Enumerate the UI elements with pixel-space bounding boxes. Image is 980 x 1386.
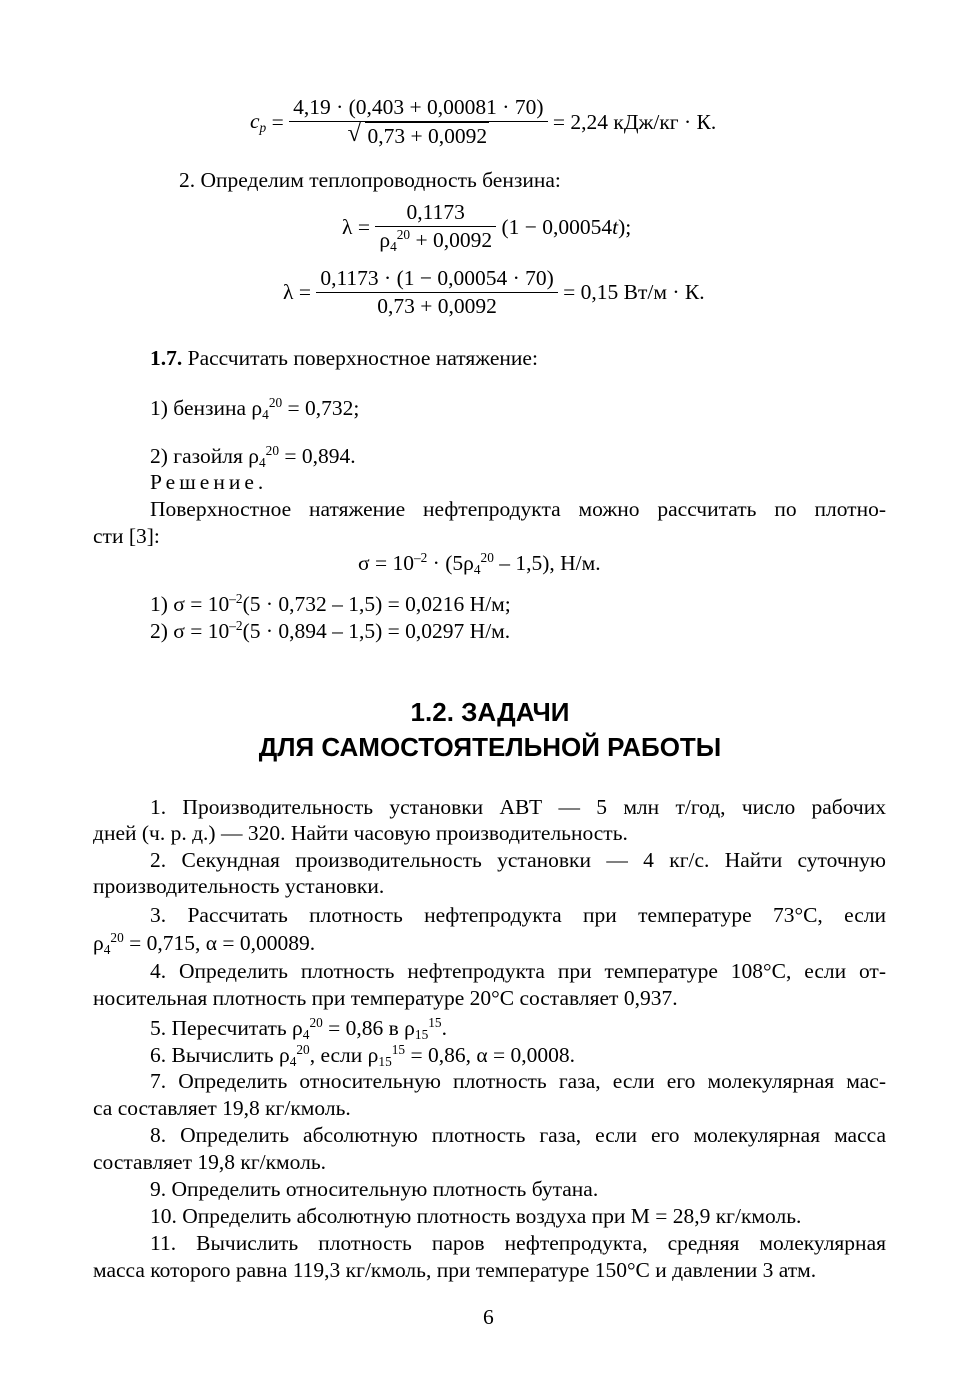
problem-4-line1: 4. Определить плотность нефтепродукта при температуре 108°C, если от-	[150, 959, 886, 983]
equals-sign: =	[271, 109, 284, 134]
problem-7-line2: са составляет 19,8 кг/кмоль.	[93, 1096, 351, 1120]
cp-numerator: 4,19 · (0,403 + 0,00081 · 70)	[289, 95, 547, 122]
lambda-formula-2	[283, 266, 705, 320]
cp-formula	[250, 95, 716, 150]
sigma-result-1: 1) $\sigma = 10^{-2}(5 \cdot 0,732 - 1,5) = 0,0216$ Н/м;	[150, 591, 511, 616]
cp-fraction	[289, 95, 547, 150]
problem-1-line1: 1. Производительность установки АВТ — 5 млн т/год, число рабочих	[150, 795, 886, 819]
lambda2-numerator: 0,1173 · (1 − 0,00054 · 70)	[316, 266, 557, 293]
section-heading-line1: 1.2. ЗАДАЧИ	[410, 697, 570, 727]
lambda-formula-1	[342, 200, 631, 255]
problem-8-line1: 8. Определить абсолютную плотность газа, если его молекулярная масса	[150, 1123, 886, 1147]
lambda-symbol: λ	[342, 215, 353, 240]
lambda2-result: = 0,15 Вт/м · К.	[563, 280, 705, 305]
cp-symbol: $c_p$	[250, 109, 267, 136]
section-heading-line2: ДЛЯ САМОСТОЯТЕЛЬНОЙ РАБОТЫ	[258, 732, 722, 762]
problem-4-line2: носительная плотность при температуре 20°C составляет 0,937.	[93, 986, 678, 1010]
problem-7-line1: 7. Определить относительную плотность газа, если его молекулярная мас-	[150, 1069, 886, 1093]
problem-6: 6. Вычислить $\rho_4^{20}$, если $\rho_{15}^{15} = 0,86$, α = 0,0008.	[150, 1042, 575, 1069]
task17-label: 1.7.	[150, 346, 183, 370]
page-number: 6	[483, 1305, 494, 1329]
problem-8-line2: составляет 19,8 кг/кмоль.	[93, 1150, 327, 1174]
lambda1-denominator: $\rho_4^{20} + 0,0092$	[379, 226, 493, 254]
sigma-formula: $\sigma = 10^{-2} \cdot (5\rho_4^{20} - 1,5)$, Н/м.	[358, 550, 601, 577]
problem-11-line1: 11. Вычислить плотность паров нефтепродукта, средняя молекулярная	[150, 1231, 886, 1255]
equals-sign: =	[298, 280, 311, 305]
sigma-result-2: 2) $\sigma = 10^{-2}(5 \cdot 0,894 - 1,5) = 0,0297$ Н/м.	[150, 618, 511, 643]
problem-2-line2: производительность установки.	[93, 874, 385, 898]
problem-10: 10. Определить абсолютную плотность воздуха при М = 28,9 кг/кмоль.	[150, 1204, 802, 1228]
lambda-fraction-2	[316, 266, 557, 320]
problem-5: 5. Пересчитать $\rho_4^{20} = 0,86$ в $\rho_{15}^{15}$.	[150, 1015, 447, 1042]
lambda-fraction-1	[375, 200, 496, 255]
task17-title: 1.7. Рассчитать поверхностное натяжение:	[150, 346, 538, 370]
equals-sign: =	[357, 215, 370, 240]
problem-1-line2: дней (ч. р. д.) — 320. Найти часовую производительность.	[93, 821, 628, 845]
solution-text-line2: сти [3]:	[93, 524, 160, 548]
problem-3-line1: 3. Рассчитать плотность нефтепродукта при температуре 73°C, если	[150, 903, 886, 927]
cp-result: = 2,24 кДж/кг · К.	[552, 109, 717, 134]
lambda-symbol: λ	[283, 280, 294, 305]
problem-2-line1: 2. Секундная производительность установки — 4 кг/с. Найти суточную	[150, 848, 886, 872]
problem-9: 9. Определить относительную плотность бутана.	[150, 1177, 599, 1201]
task17-item1: 1) бензина $\rho_4^{20} = 0,732$;	[150, 395, 360, 422]
problem-11-line2: масса которого равна 119,3 кг/кмоль, при температуре 150°C и давлении 3 атм.	[93, 1258, 817, 1282]
problem-3-line2: $\rho_4^{20} = 0,715$, α = 0,00089.	[93, 930, 316, 957]
step2-text: 2. Определим теплопроводность бензина:	[179, 168, 561, 192]
lambda2-denominator: 0,73 + 0,0092	[377, 293, 497, 318]
cp-denominator: 0,73 + 0,0092	[367, 123, 488, 148]
solution-text-line1: Поверхностное натяжение нефтепродукта можно рассчитать по плотно-	[150, 497, 886, 521]
sqrt-symbol: √ 0,73 + 0,0092	[347, 119, 488, 148]
solution-label: Решение.	[150, 470, 268, 494]
task17-item2: 2) газойля $\rho_4^{20} = 0,894$.	[150, 443, 356, 470]
lambda1-numerator: 0,1173	[375, 200, 496, 227]
lambda1-tail: (1 − 0,00054t);	[501, 215, 632, 240]
